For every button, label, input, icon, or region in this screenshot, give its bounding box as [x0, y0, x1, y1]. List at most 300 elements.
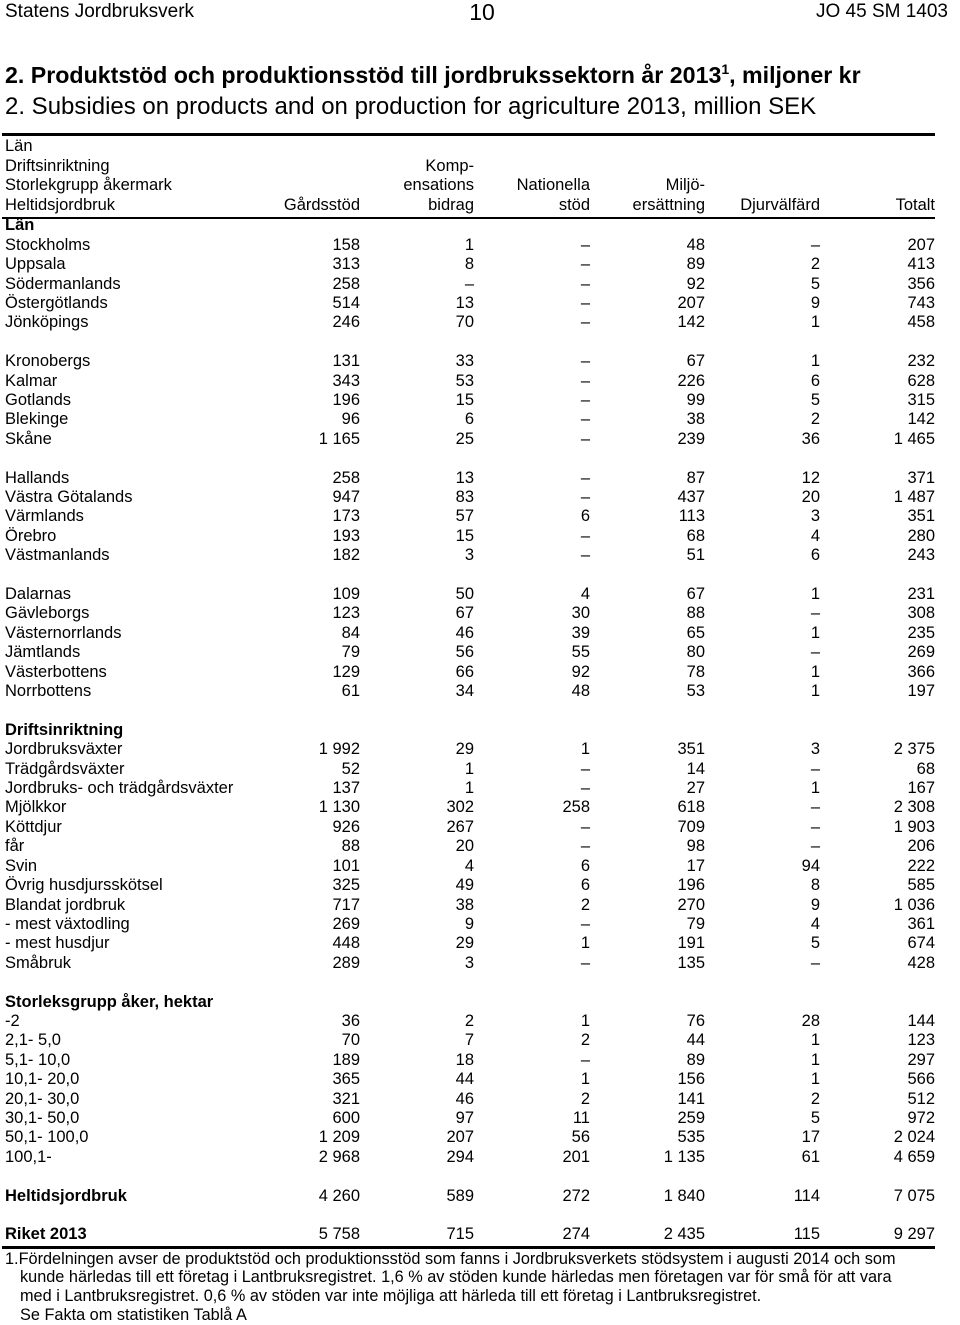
column-header-miljoersattning: [590, 137, 705, 215]
cell-nationella-stod: 56: [571, 1128, 590, 1147]
cell-nationella-stod: 2: [580, 1031, 590, 1050]
cell-nationella-stod: 6: [580, 507, 590, 526]
cell-miljoersattning: 44: [686, 1031, 705, 1050]
cell-nationella-stod: –: [580, 487, 590, 506]
column-header-line: Komp-: [425, 156, 474, 175]
cell-miljoersattning: 1 840: [663, 1186, 705, 1205]
cell-nationella-stod: –: [580, 274, 590, 293]
footnote-line: [5, 1250, 955, 1269]
section-heading-row: [5, 721, 935, 740]
cell-gardsstod: 88: [341, 837, 360, 856]
cell-miljoersattning: 14: [686, 759, 705, 778]
cell-totalt: 371: [907, 468, 935, 487]
cell-djurvalfard: –: [810, 759, 820, 778]
cell-djurvalfard: 6: [810, 371, 820, 390]
cell-miljoersattning: 89: [686, 255, 705, 274]
cell-gardsstod: 325: [332, 876, 360, 895]
table-row: [5, 352, 935, 371]
cell-djurvalfard: 12: [801, 468, 820, 487]
footnote-line: [5, 1268, 955, 1287]
row-label: får: [5, 837, 25, 856]
cell-totalt: 743: [907, 293, 935, 312]
cell-djurvalfard: 28: [801, 1011, 820, 1030]
cell-gardsstod: 258: [332, 274, 360, 293]
cell-nationella-stod: 258: [562, 798, 590, 817]
cell-djurvalfard: 1: [810, 623, 820, 642]
row-spacer: [5, 566, 935, 585]
cell-miljoersattning: 89: [686, 1050, 705, 1069]
table-row: [5, 934, 935, 953]
cell-djurvalfard: 1: [810, 662, 820, 681]
row-label: Östergötlands: [5, 293, 108, 312]
table-row: [5, 410, 935, 429]
footnote-line: [5, 1306, 955, 1325]
cell-totalt: 123: [907, 1031, 935, 1050]
stub-header-line: Driftsinriktning: [5, 156, 110, 175]
table-subtitle: 2. Subsidies on products and on production for agriculture 2013, million SEK: [5, 93, 817, 120]
cell-nationella-stod: –: [580, 468, 590, 487]
cell-djurvalfard: –: [810, 235, 820, 254]
cell-miljoersattning: 17: [686, 856, 705, 875]
cell-nationella-stod: –: [580, 779, 590, 798]
cell-nationella-stod: –: [580, 390, 590, 409]
stub-header: [5, 137, 250, 215]
cell-kompensationsbidrag: 589: [446, 1186, 474, 1205]
cell-totalt: 243: [907, 546, 935, 565]
cell-nationella-stod: –: [580, 1050, 590, 1069]
cell-nationella-stod: 2: [580, 1089, 590, 1108]
cell-totalt: 1 903: [893, 817, 935, 836]
cell-djurvalfard: 1: [810, 1031, 820, 1050]
footnote: [5, 1250, 955, 1325]
cell-miljoersattning: 437: [677, 487, 705, 506]
cell-nationella-stod: –: [580, 352, 590, 371]
cell-gardsstod: 947: [332, 487, 360, 506]
footnote-mark: 1: [721, 61, 730, 77]
cell-totalt: 1 036: [893, 895, 935, 914]
row-label: - mest växtodling: [5, 914, 130, 933]
row-label: Heltidsjordbruk: [5, 1186, 127, 1205]
cell-miljoersattning: 207: [677, 293, 705, 312]
cell-kompensationsbidrag: 53: [455, 371, 474, 390]
column-header-line: ersättning: [632, 195, 705, 214]
cell-kompensationsbidrag: 207: [446, 1128, 474, 1147]
cell-totalt: 207: [907, 235, 935, 254]
cell-djurvalfard: 8: [810, 876, 820, 895]
row-label: Värmlands: [5, 507, 84, 526]
cell-djurvalfard: 1: [810, 352, 820, 371]
cell-djurvalfard: 9: [810, 293, 820, 312]
row-spacer: [5, 973, 935, 992]
table-body: [5, 216, 935, 1245]
cell-gardsstod: 96: [341, 410, 360, 429]
cell-djurvalfard: 2: [810, 255, 820, 274]
cell-nationella-stod: 39: [571, 623, 590, 642]
cell-miljoersattning: 2 435: [663, 1225, 705, 1244]
section-heading: Län: [5, 216, 35, 235]
table-row: [5, 818, 935, 837]
cell-nationella-stod: –: [580, 293, 590, 312]
table-header: [5, 137, 935, 215]
cell-nationella-stod: –: [580, 313, 590, 332]
footnote-text: med i Lantbruksregistret. 0,6 % av stöden var inte möjliga att härleda till ett företag i Lantbruksregistret.: [20, 1287, 762, 1306]
cell-miljoersattning: 87: [686, 468, 705, 487]
cell-kompensationsbidrag: 20: [455, 837, 474, 856]
row-label: Västmanlands: [5, 546, 110, 565]
summary-row: [5, 1225, 935, 1244]
table-row: [5, 798, 935, 817]
cell-djurvalfard: –: [810, 953, 820, 972]
cell-miljoersattning: 68: [686, 526, 705, 545]
cell-totalt: 2 024: [893, 1128, 935, 1147]
cell-totalt: 512: [907, 1089, 935, 1108]
table-row: [5, 1148, 935, 1167]
table-row: [5, 1070, 935, 1089]
cell-nationella-stod: 1: [580, 1070, 590, 1089]
cell-totalt: 585: [907, 876, 935, 895]
cell-miljoersattning: 191: [677, 934, 705, 953]
cell-kompensationsbidrag: 34: [455, 682, 474, 701]
cell-totalt: 232: [907, 352, 935, 371]
cell-gardsstod: 137: [332, 779, 360, 798]
cell-gardsstod: 258: [332, 468, 360, 487]
cell-gardsstod: 1 992: [318, 740, 360, 759]
cell-nationella-stod: 2: [580, 895, 590, 914]
cell-kompensationsbidrag: 13: [455, 293, 474, 312]
cell-kompensationsbidrag: 15: [455, 526, 474, 545]
cell-djurvalfard: 5: [810, 390, 820, 409]
column-header-totalt: [820, 137, 935, 215]
table-row: [5, 236, 935, 255]
cell-gardsstod: 196: [332, 390, 360, 409]
row-label: Jordbruks- och trädgårdsväxter: [5, 779, 234, 798]
table-row: [5, 954, 935, 973]
cell-djurvalfard: 4: [810, 914, 820, 933]
cell-totalt: 280: [907, 526, 935, 545]
cell-totalt: 167: [907, 779, 935, 798]
cell-totalt: 1 465: [893, 429, 935, 448]
row-spacer: [5, 1167, 935, 1186]
row-label: 100,1-: [5, 1147, 52, 1166]
row-label: 2,1- 5,0: [5, 1031, 61, 1050]
cell-miljoersattning: 65: [686, 623, 705, 642]
cell-totalt: 235: [907, 623, 935, 642]
column-header-line: Totalt: [895, 195, 935, 214]
table-row: [5, 469, 935, 488]
cell-miljoersattning: 79: [686, 914, 705, 933]
cell-totalt: 428: [907, 953, 935, 972]
cell-nationella-stod: 1: [580, 1011, 590, 1030]
cell-kompensationsbidrag: 38: [455, 895, 474, 914]
cell-miljoersattning: 51: [686, 546, 705, 565]
cell-djurvalfard: 115: [793, 1225, 820, 1244]
column-header-line: Miljö-: [665, 176, 705, 195]
row-label: Småbruk: [5, 953, 72, 972]
cell-nationella-stod: –: [580, 759, 590, 778]
row-label: Södermanlands: [5, 274, 121, 293]
table-row: [5, 604, 935, 623]
row-label: 5,1- 10,0: [5, 1050, 71, 1069]
row-label: -2: [5, 1011, 20, 1030]
cell-miljoersattning: 53: [686, 682, 705, 701]
cell-nationella-stod: –: [580, 235, 590, 254]
table-row: [5, 740, 935, 759]
cell-gardsstod: 129: [332, 662, 360, 681]
cell-gardsstod: 193: [332, 526, 360, 545]
cell-totalt: 315: [907, 390, 935, 409]
cell-miljoersattning: 98: [686, 837, 705, 856]
row-label: Uppsala: [5, 255, 66, 274]
cell-miljoersattning: 196: [677, 876, 705, 895]
cell-gardsstod: 4 260: [318, 1186, 360, 1205]
cell-gardsstod: 321: [332, 1089, 360, 1108]
cell-nationella-stod: 274: [562, 1225, 590, 1244]
cell-kompensationsbidrag: 18: [455, 1050, 474, 1069]
table-row: [5, 643, 935, 662]
cell-djurvalfard: 4: [810, 526, 820, 545]
row-label: Dalarnas: [5, 585, 72, 604]
cell-miljoersattning: 259: [677, 1108, 705, 1127]
cell-nationella-stod: 48: [571, 682, 590, 701]
table-row: [5, 372, 935, 391]
cell-kompensationsbidrag: 29: [455, 740, 474, 759]
row-spacer: [5, 701, 935, 720]
column-header-line: ensations: [403, 176, 474, 195]
row-label: Trädgårdsväxter: [5, 759, 125, 778]
cell-miljoersattning: 535: [677, 1128, 705, 1147]
cell-nationella-stod: –: [580, 526, 590, 545]
cell-gardsstod: 36: [341, 1011, 360, 1030]
cell-miljoersattning: 88: [686, 604, 705, 623]
row-label: 20,1- 30,0: [5, 1089, 80, 1108]
row-label: 30,1- 50,0: [5, 1108, 80, 1127]
column-header-kompensationsbidrag: [360, 137, 474, 215]
column-header-line: stöd: [558, 195, 590, 214]
cell-gardsstod: 1 209: [318, 1128, 360, 1147]
cell-gardsstod: 131: [332, 352, 360, 371]
cell-nationella-stod: 1: [580, 934, 590, 953]
row-label: Skåne: [5, 429, 52, 448]
cell-miljoersattning: 76: [686, 1011, 705, 1030]
summary-row: [5, 1187, 935, 1206]
row-label: Kalmar: [5, 371, 58, 390]
row-label: Västra Götalands: [5, 487, 133, 506]
row-label: Hallands: [5, 468, 70, 487]
top-rule: [2, 133, 935, 136]
cell-djurvalfard: 114: [793, 1186, 820, 1205]
cell-djurvalfard: 5: [810, 934, 820, 953]
cell-gardsstod: 717: [332, 895, 360, 914]
cell-miljoersattning: 226: [677, 371, 705, 390]
cell-kompensationsbidrag: 83: [455, 487, 474, 506]
cell-kompensationsbidrag: 9: [464, 914, 474, 933]
cell-gardsstod: 101: [332, 856, 360, 875]
cell-kompensationsbidrag: 267: [446, 817, 474, 836]
cell-djurvalfard: 1: [810, 1070, 820, 1089]
column-header-djurvalfard: [705, 137, 820, 215]
cell-gardsstod: 1 165: [318, 429, 360, 448]
cell-djurvalfard: –: [810, 837, 820, 856]
table-row: [5, 430, 935, 449]
column-header-line: Djurvälfärd: [740, 195, 820, 214]
cell-kompensationsbidrag: 25: [455, 429, 474, 448]
cell-totalt: 68: [916, 759, 935, 778]
row-label: 10,1- 20,0: [5, 1070, 80, 1089]
cell-kompensationsbidrag: 3: [464, 546, 474, 565]
row-label: 50,1- 100,0: [5, 1128, 89, 1147]
column-header-line: Nationella: [516, 176, 590, 195]
table-row: [5, 663, 935, 682]
cell-kompensationsbidrag: 302: [446, 798, 474, 817]
row-spacer: [5, 449, 935, 468]
cell-miljoersattning: 618: [677, 798, 705, 817]
cell-djurvalfard: –: [810, 643, 820, 662]
cell-miljoersattning: 156: [677, 1070, 705, 1089]
cell-gardsstod: 70: [341, 1031, 360, 1050]
cell-djurvalfard: 1: [810, 779, 820, 798]
cell-totalt: 269: [907, 643, 935, 662]
row-label: Gotlands: [5, 390, 72, 409]
cell-miljoersattning: 27: [686, 779, 705, 798]
cell-miljoersattning: 67: [686, 585, 705, 604]
table-row: [5, 760, 935, 779]
cell-kompensationsbidrag: 3: [464, 953, 474, 972]
cell-nationella-stod: 55: [571, 643, 590, 662]
cell-gardsstod: 448: [332, 934, 360, 953]
cell-gardsstod: 289: [332, 953, 360, 972]
cell-kompensationsbidrag: 294: [446, 1147, 474, 1166]
cell-kompensationsbidrag: 7: [464, 1031, 474, 1050]
table-row: [5, 837, 935, 856]
table-row: [5, 507, 935, 526]
row-label: Övrig husdjursskötsel: [5, 876, 163, 895]
cell-gardsstod: 109: [332, 585, 360, 604]
row-label: Örebro: [5, 526, 57, 545]
row-label: Köttdjur: [5, 817, 62, 836]
cell-kompensationsbidrag: 70: [455, 313, 474, 332]
cell-gardsstod: 182: [332, 546, 360, 565]
section-heading: Storleksgrupp åker, hektar: [5, 992, 214, 1011]
cell-kompensationsbidrag: 29: [455, 934, 474, 953]
row-label: Jordbruksväxter: [5, 740, 123, 759]
page-header: [0, 0, 960, 26]
cell-gardsstod: 189: [332, 1050, 360, 1069]
cell-miljoersattning: 142: [677, 313, 705, 332]
cell-nationella-stod: 92: [571, 662, 590, 681]
cell-kompensationsbidrag: 67: [455, 604, 474, 623]
cell-djurvalfard: –: [810, 817, 820, 836]
table-row: [5, 294, 935, 313]
cell-miljoersattning: 67: [686, 352, 705, 371]
cell-totalt: 628: [907, 371, 935, 390]
cell-gardsstod: 158: [332, 235, 360, 254]
bottom-rule: [2, 1246, 935, 1249]
cell-djurvalfard: 17: [801, 1128, 820, 1147]
cell-miljoersattning: 270: [677, 895, 705, 914]
cell-totalt: 142: [907, 410, 935, 429]
cell-nationella-stod: 1: [580, 740, 590, 759]
cell-djurvalfard: –: [810, 604, 820, 623]
cell-totalt: 972: [907, 1108, 935, 1127]
cell-kompensationsbidrag: 46: [455, 1089, 474, 1108]
table-row: [5, 915, 935, 934]
cell-miljoersattning: 113: [678, 507, 705, 526]
table-row: [5, 313, 935, 332]
row-label: Västerbottens: [5, 662, 107, 681]
cell-kompensationsbidrag: 50: [455, 585, 474, 604]
cell-kompensationsbidrag: 46: [455, 623, 474, 642]
table-row: [5, 1031, 935, 1050]
cell-djurvalfard: 94: [801, 856, 820, 875]
table-row: [5, 275, 935, 294]
table-row: [5, 391, 935, 410]
cell-djurvalfard: 9: [810, 895, 820, 914]
cell-totalt: 674: [907, 934, 935, 953]
section-heading-row: [5, 216, 935, 235]
cell-gardsstod: 343: [332, 371, 360, 390]
cell-nationella-stod: –: [580, 817, 590, 836]
footnote-text: kunde härledas till ett företag i Lantbruksregistret. 1,6 % av stöden kunde härledas men företagen var för små för att vara: [20, 1268, 892, 1287]
cell-totalt: 197: [907, 682, 935, 701]
cell-djurvalfard: 1: [810, 585, 820, 604]
cell-kompensationsbidrag: 56: [455, 643, 474, 662]
cell-gardsstod: 246: [332, 313, 360, 332]
cell-kompensationsbidrag: 33: [455, 352, 474, 371]
cell-kompensationsbidrag: –: [464, 274, 474, 293]
row-label: Gävleborgs: [5, 604, 90, 623]
table-row: [5, 779, 935, 798]
report-id: JO 45 SM 1403: [815, 1, 948, 22]
stub-header-line: Heltidsjordbruk: [5, 195, 116, 214]
table-row: [5, 896, 935, 915]
cell-kompensationsbidrag: 49: [455, 876, 474, 895]
cell-totalt: 308: [907, 604, 935, 623]
cell-totalt: 356: [907, 274, 935, 293]
cell-gardsstod: 1 130: [318, 798, 360, 817]
cell-nationella-stod: 30: [571, 604, 590, 623]
column-header-line: bidrag: [428, 195, 474, 214]
cell-miljoersattning: 92: [686, 274, 705, 293]
row-label: - mest husdjur: [5, 934, 110, 953]
cell-gardsstod: 52: [341, 759, 360, 778]
publisher-name: Statens Jordbruksverk: [5, 1, 195, 22]
table-row: [5, 1109, 935, 1128]
cell-totalt: 9 297: [893, 1225, 935, 1244]
cell-nationella-stod: –: [580, 429, 590, 448]
cell-gardsstod: 365: [332, 1070, 360, 1089]
table-row: [5, 488, 935, 507]
cell-kompensationsbidrag: 4: [464, 856, 474, 875]
cell-gardsstod: 600: [332, 1108, 360, 1127]
cell-totalt: 2 375: [893, 740, 935, 759]
cell-djurvalfard: 5: [810, 1108, 820, 1127]
cell-totalt: 297: [907, 1050, 935, 1069]
cell-gardsstod: 84: [341, 623, 360, 642]
footnote-text: 1.Fördelningen avser de produktstöd och produktionsstöd som fanns i Jordbruksverkets stödsystem i augusti 2014 och som: [5, 1249, 896, 1268]
cell-nationella-stod: –: [580, 837, 590, 856]
table-title-text: 2. Produktstöd och produktionsstöd till jordbrukssektorn år 2013: [5, 62, 722, 88]
cell-gardsstod: 79: [341, 643, 360, 662]
cell-nationella-stod: 201: [562, 1147, 590, 1166]
cell-miljoersattning: 135: [677, 953, 705, 972]
stub-header-line: Storlekgrupp åkermark: [5, 176, 172, 195]
cell-djurvalfard: 20: [801, 487, 820, 506]
cell-totalt: 7 075: [893, 1186, 935, 1205]
table-row: [5, 527, 935, 546]
row-spacer: [5, 333, 935, 352]
cell-gardsstod: 514: [332, 293, 360, 312]
cell-kompensationsbidrag: 1: [464, 759, 474, 778]
